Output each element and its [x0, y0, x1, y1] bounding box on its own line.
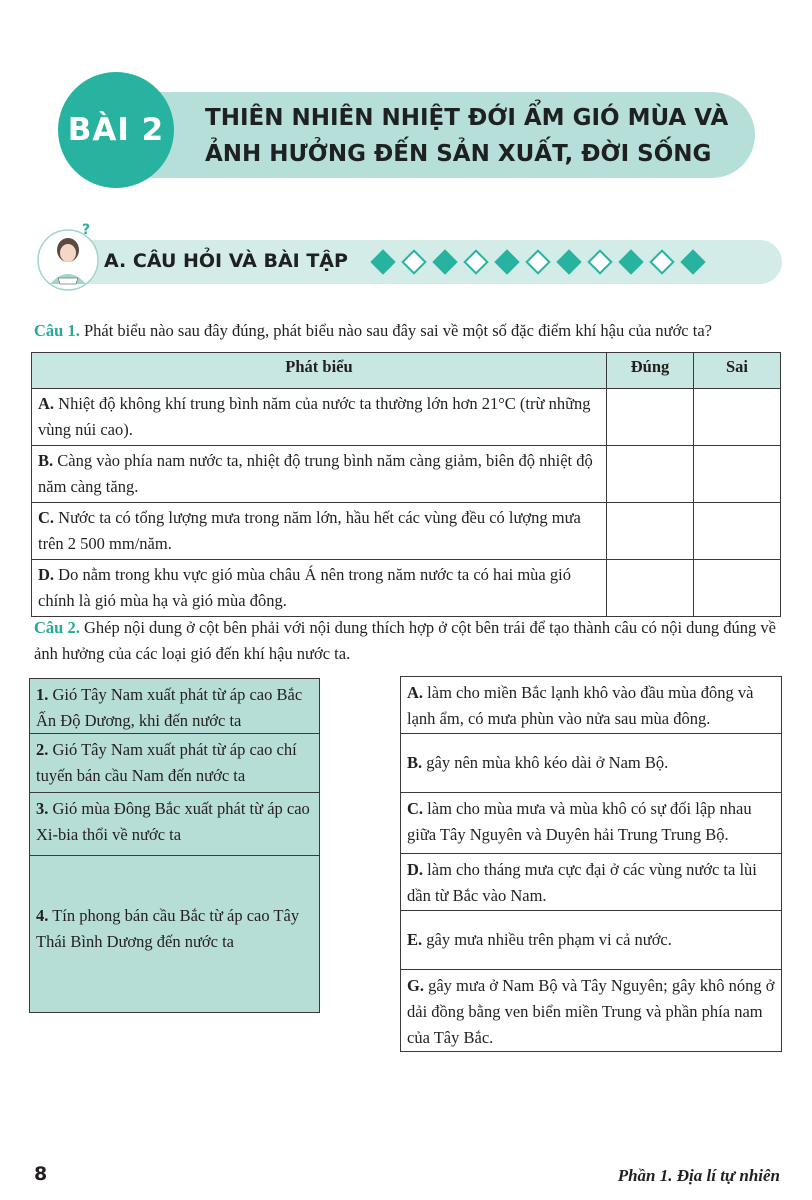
right-item-b[interactable] — [400, 733, 782, 793]
question-2-label: Câu 2. — [34, 618, 80, 637]
diamond-icon — [680, 249, 705, 274]
header-false: Sai — [694, 353, 781, 389]
item-number: 4. — [36, 906, 49, 925]
diamond-icon — [463, 249, 488, 274]
diamond-icon — [649, 249, 674, 274]
right-item-a[interactable] — [400, 676, 782, 734]
statement-text: Nhiệt độ không khí trung bình năm của nước ta thường lớn hơn 21°C (trừ những vùng núi cao). — [38, 394, 591, 439]
question-1-text: Phát biểu nào sau đây đúng, phát biểu nào sau đây sai về một số đặc điểm khí hậu của nước ta? — [79, 321, 712, 340]
lesson-title-line1: THIÊN NHIÊN NHIỆT ĐỚI ẨM GIÓ MÙA VÀ — [205, 105, 729, 131]
statement-b — [32, 446, 607, 503]
lesson-number-badge: BÀI 2 — [58, 72, 174, 188]
item-text: làm cho mùa mưa và mùa khô có sự đối lập nhau giữa Tây Nguyên và Duyên hải Trung Trung Bộ. — [407, 799, 752, 844]
left-item-1[interactable] — [30, 679, 319, 734]
left-item-4[interactable] — [30, 856, 319, 1012]
right-item-d[interactable] — [400, 853, 782, 911]
item-text: làm cho miền Bắc lạnh khô vào đầu mùa đông và lạnh ẩm, có mưa phùn vào nửa sau mùa đông. — [407, 683, 754, 728]
table-row — [32, 389, 781, 446]
svg-text:?: ? — [82, 222, 91, 238]
item-letter: B. — [407, 753, 423, 772]
item-number: 1. — [36, 685, 49, 704]
statement-text: Do nằm trong khu vực gió mùa châu Á nên trong năm nước ta có hai mùa gió chính là gió mùa hạ và gió mùa đông. — [38, 565, 571, 610]
item-number: 2. — [36, 740, 49, 759]
header-statement: Phát biểu — [32, 353, 607, 389]
item-text: gây mưa nhiều trên phạm vi cả nước. — [422, 930, 672, 949]
true-answer-cell[interactable] — [607, 446, 694, 503]
left-item-2[interactable] — [30, 734, 319, 793]
header-true: Đúng — [607, 353, 694, 389]
diamond-icon — [432, 249, 457, 274]
statement-letter: A. — [38, 394, 55, 413]
question-1-label: Câu 1. — [34, 321, 80, 340]
false-answer-cell[interactable] — [694, 503, 781, 560]
item-text: Gió mùa Đông Bắc xuất phát từ áp cao Xi-bia thổi về nước ta — [36, 799, 310, 844]
item-text: gây nên mùa khô kéo dài ở Nam Bộ. — [422, 753, 669, 772]
statement-text: Càng vào phía nam nước ta, nhiệt độ trung bình năm càng giảm, biên độ nhiệt độ năm càng tăng. — [38, 451, 593, 496]
diamond-decoration — [370, 247, 706, 277]
item-number: 3. — [36, 799, 49, 818]
item-text: làm cho tháng mưa cực đại ở các vùng nước ta lùi dần từ Bắc vào Nam. — [407, 860, 757, 905]
item-text: Gió Tây Nam xuất phát từ áp cao Bắc Ấn Độ Dương, khi đến nước ta — [36, 685, 303, 730]
true-answer-cell[interactable] — [607, 389, 694, 446]
item-text: Tín phong bán cầu Bắc từ áp cao Tây Thái Bình Dương đến nước ta — [36, 906, 300, 951]
left-item-3[interactable] — [30, 793, 319, 856]
false-answer-cell[interactable] — [694, 446, 781, 503]
false-answer-cell[interactable] — [694, 560, 781, 617]
diamond-icon — [525, 249, 550, 274]
statement-d — [32, 560, 607, 617]
item-letter: E. — [407, 930, 423, 949]
question-1 — [34, 318, 794, 344]
section-title: A. CÂU HỎI VÀ BÀI TẬP — [104, 250, 348, 272]
table-header-row — [32, 353, 781, 389]
part-label: Phần 1. Địa lí tự nhiên — [617, 1166, 780, 1185]
right-item-e[interactable] — [400, 910, 782, 970]
table-row — [32, 560, 781, 617]
false-answer-cell[interactable] — [694, 389, 781, 446]
question-2-text: Ghép nội dung ở cột bên phải với nội dung thích hợp ở cột bên trái để tạo thành câu có nội dung đúng về ảnh hưởng của các loại gió đến khí hậu nước ta. — [34, 618, 776, 663]
item-letter: D. — [407, 860, 424, 879]
statement-text: Nước ta có tổng lượng mưa trong năm lớn, hầu hết các vùng đều có lượng mưa trên 2 500 mm/năm. — [38, 508, 581, 553]
right-item-g[interactable] — [400, 969, 782, 1052]
item-letter: G. — [407, 976, 424, 995]
table-row — [32, 446, 781, 503]
lesson-title-line2: ẢNH HƯỞNG ĐẾN SẢN XUẤT, ĐỜI SỐNG — [205, 141, 712, 167]
statement-c — [32, 503, 607, 560]
diamond-icon — [370, 249, 395, 274]
item-letter: C. — [407, 799, 424, 818]
lesson-title — [205, 100, 745, 172]
student-illustration-icon — [36, 222, 100, 296]
statement-letter: D. — [38, 565, 55, 584]
true-false-table — [31, 352, 781, 617]
statement-letter: C. — [38, 508, 55, 527]
statement-a — [32, 389, 607, 446]
true-answer-cell[interactable] — [607, 560, 694, 617]
item-text: gây mưa ở Nam Bộ và Tây Nguyên; gây khô nóng ở dải đồng bằng ven biển miền Trung và phần phía nam của Tây Bắc. — [407, 976, 775, 1047]
diamond-icon — [494, 249, 519, 274]
diamond-icon — [618, 249, 643, 274]
true-answer-cell[interactable] — [607, 503, 694, 560]
table-row — [32, 503, 781, 560]
item-text: Gió Tây Nam xuất phát từ áp cao chí tuyến bán cầu Nam đến nước ta — [36, 740, 297, 785]
diamond-icon — [556, 249, 581, 274]
matching-left-column — [29, 678, 320, 1013]
page-number: 8 — [34, 1163, 48, 1185]
item-letter: A. — [407, 683, 424, 702]
right-item-c[interactable] — [400, 792, 782, 854]
diamond-icon — [587, 249, 612, 274]
statement-letter: B. — [38, 451, 54, 470]
question-2 — [34, 615, 794, 667]
diamond-icon — [401, 249, 426, 274]
